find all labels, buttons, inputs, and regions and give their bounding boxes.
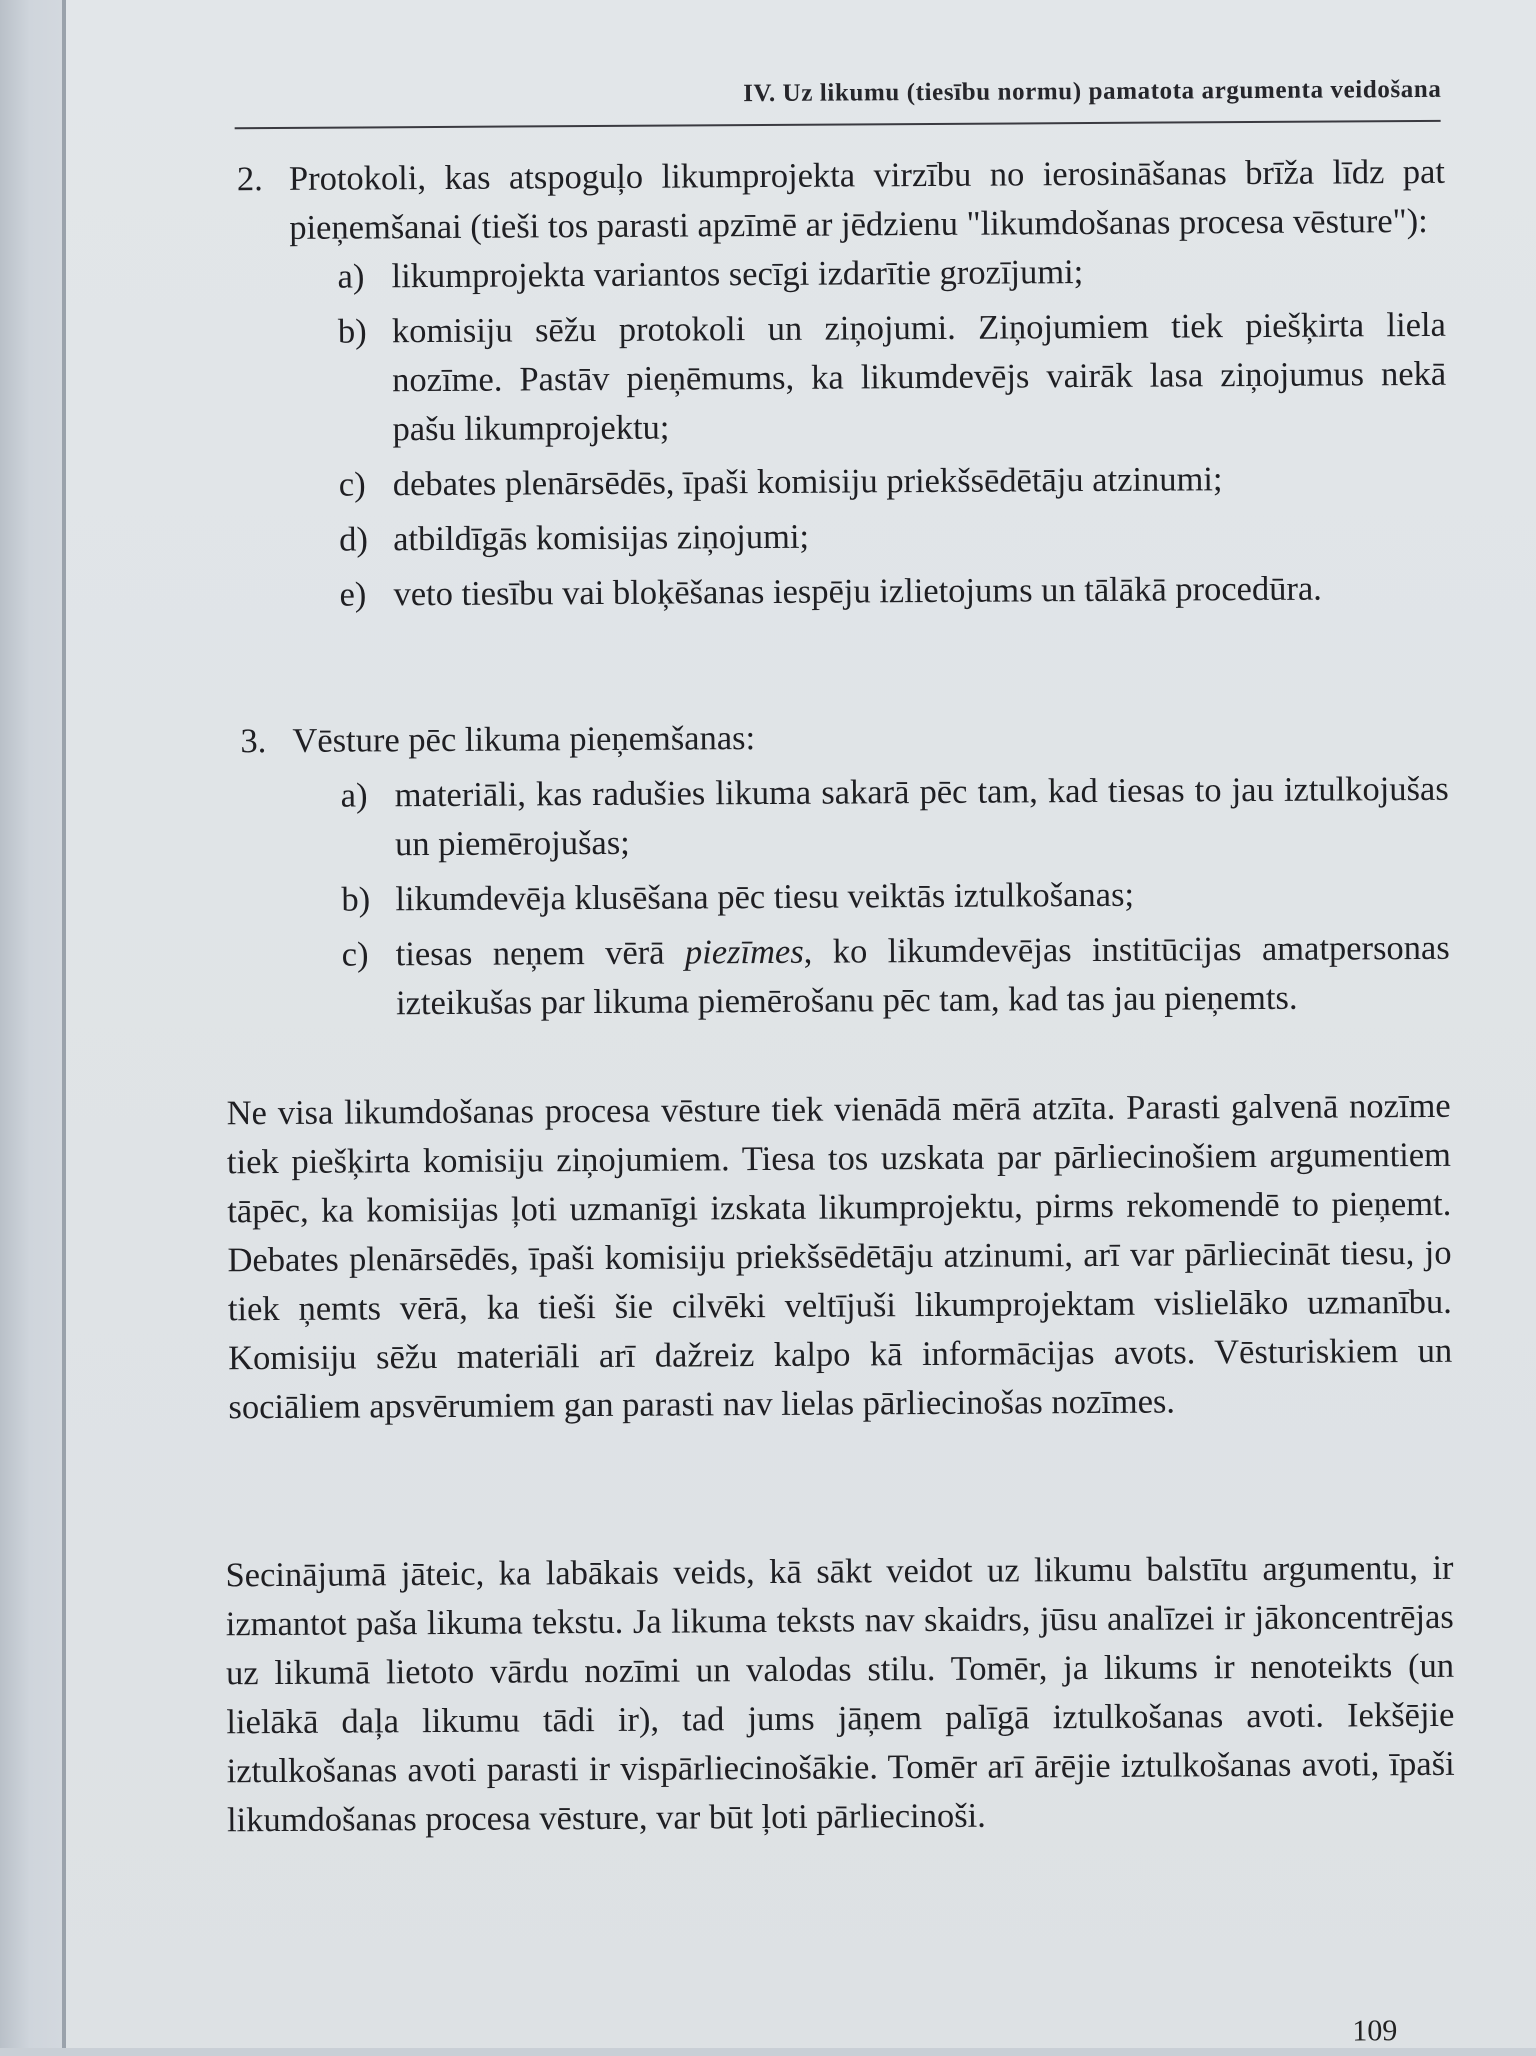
sub-item-label: e) bbox=[339, 575, 367, 614]
sub-item-a bbox=[337, 246, 1445, 302]
list-item-3 bbox=[240, 710, 1450, 1029]
sub-item-text: atbildīgās komisijas ziņojumi; bbox=[393, 517, 810, 559]
sub-item-text bbox=[396, 924, 1451, 1028]
sub-item-a bbox=[341, 765, 1450, 870]
sub-item-text: veto tiesību vai bloķēšanas iespēju izlietojums un tālākā procedūra. bbox=[393, 569, 1322, 614]
page-content bbox=[60, 0, 1536, 2052]
sub-item-b bbox=[341, 869, 1449, 925]
sub-item-label: b) bbox=[337, 312, 367, 351]
sub-item-c bbox=[339, 454, 1447, 510]
running-head: IV. Uz likumu (tiesību normu) pamatota argumenta veidošana bbox=[743, 75, 1442, 108]
book-page bbox=[66, 0, 1536, 2048]
sub-item-label: a) bbox=[340, 776, 368, 815]
list-item-intro: Protokoli, kas atspoguļo likumprojekta virzību no ierosināšanas brīža līdz pat pieņemšanai (tieši tos parasti apzīmē ar jēdzienu "likumdošanas procesa vēsture"): bbox=[288, 152, 1446, 247]
sub-item-text: likumprojekta variantos secīgi izdarītie grozījumi; bbox=[391, 253, 1084, 296]
sub-item-text-after: , ko likumdevējas institūcijas amatpersonas izteikušas par likuma piemērošanu pēc tam, kad tas jau pieņemts. bbox=[395, 928, 1450, 1023]
list-number: 3. bbox=[240, 722, 267, 761]
sub-item-text: komisiju sēžu protokoli un ziņojumi. Ziņojumiem tiek piešķirta liela nozīme. Pastāv pieņēmums, ka likumdevējs vairāk lasa ziņojumus nekā pašu likumprojektu; bbox=[391, 305, 1447, 449]
sub-item-label: b) bbox=[341, 880, 371, 919]
sub-item-b bbox=[338, 301, 1447, 455]
sub-item-text: materiāli, kas radušies likuma sakarā pēc tam, kad tiesas to jau iztulkojušas un piemērojušas; bbox=[394, 769, 1449, 864]
sub-item-c bbox=[342, 924, 1451, 1029]
sub-item-e bbox=[339, 564, 1447, 620]
sub-item-label: c) bbox=[338, 465, 366, 504]
sub-item-label: d) bbox=[339, 520, 369, 559]
header-rule bbox=[235, 120, 1441, 129]
list-number: 2. bbox=[236, 160, 263, 199]
sub-item-label: c) bbox=[341, 935, 369, 974]
sub-item-text-before: tiesas neņem vērā bbox=[395, 933, 686, 974]
sub-item-text: likumdevēja klusēšana pēc tiesu veiktās iztulkošanas; bbox=[395, 875, 1135, 919]
sub-item-label: a) bbox=[337, 257, 365, 296]
paragraph-2: Secinājumā jāteic, ka labākais veids, kā sākt veidot uz likumu balstītu argumentu, ir izmantot paša likuma tekstu. Ja likuma teksts nav skaidrs, jūsu analīzei ir jākoncentrējas uz likumā lietoto vārdu nozīmi un valodas stilu. Tomēr, ja likums ir nenoteikts (un lielākā daļa likumu tādi ir), tad jums jāņem palīgā iztulkošanas avoti. Iekšējie iztulkošanas avoti parasti ir vispārliecinošākie. Tomēr arī ārējie iztulkošanas avoti, īpaši likumdošanas procesa vēsture, var būt ļoti pārliecinoši. bbox=[225, 1548, 1455, 1840]
paragraph-1: Ne visa likumdošanas procesa vēsture tiek vienādā mērā atzīta. Parasti galvenā nozīme tiek piešķirta komisiju ziņojumiem. Tiesa tos uzskata par pārliecinošiem argumentiem tāpēc, ka komisijas ļoti uzmanīgi izskata likumprojektu, pirms rekomendē to pieņemt. Debates plenārsēdēs, īpaši komisiju priekšsēdētāju atzinumi, arī var pārliecināt tiesu, jo tiek ņemts vērā, ka tieši šie cilvēki veltījuši likumprojektam vislielāko uzmanību. Komisiju sēžu materiāli arī dažreiz kalpo kā informācijas avots. Vēsturiskiem un sociāliem apsvērumiem gan parasti nav lielas pārliecinošas nozīmes. bbox=[226, 1086, 1453, 1427]
list-item-2 bbox=[237, 148, 1448, 620]
sub-item-d bbox=[339, 509, 1447, 565]
page-number: 109 bbox=[1352, 2014, 1398, 2048]
list-item-intro: Vēsture pēc likuma pieņemšanas: bbox=[292, 719, 756, 760]
italic-term: piezīmes bbox=[684, 932, 804, 972]
sub-item-text: debates plenārsēdēs, īpaši komisiju priekšsēdētāju atzinumi; bbox=[392, 460, 1223, 504]
